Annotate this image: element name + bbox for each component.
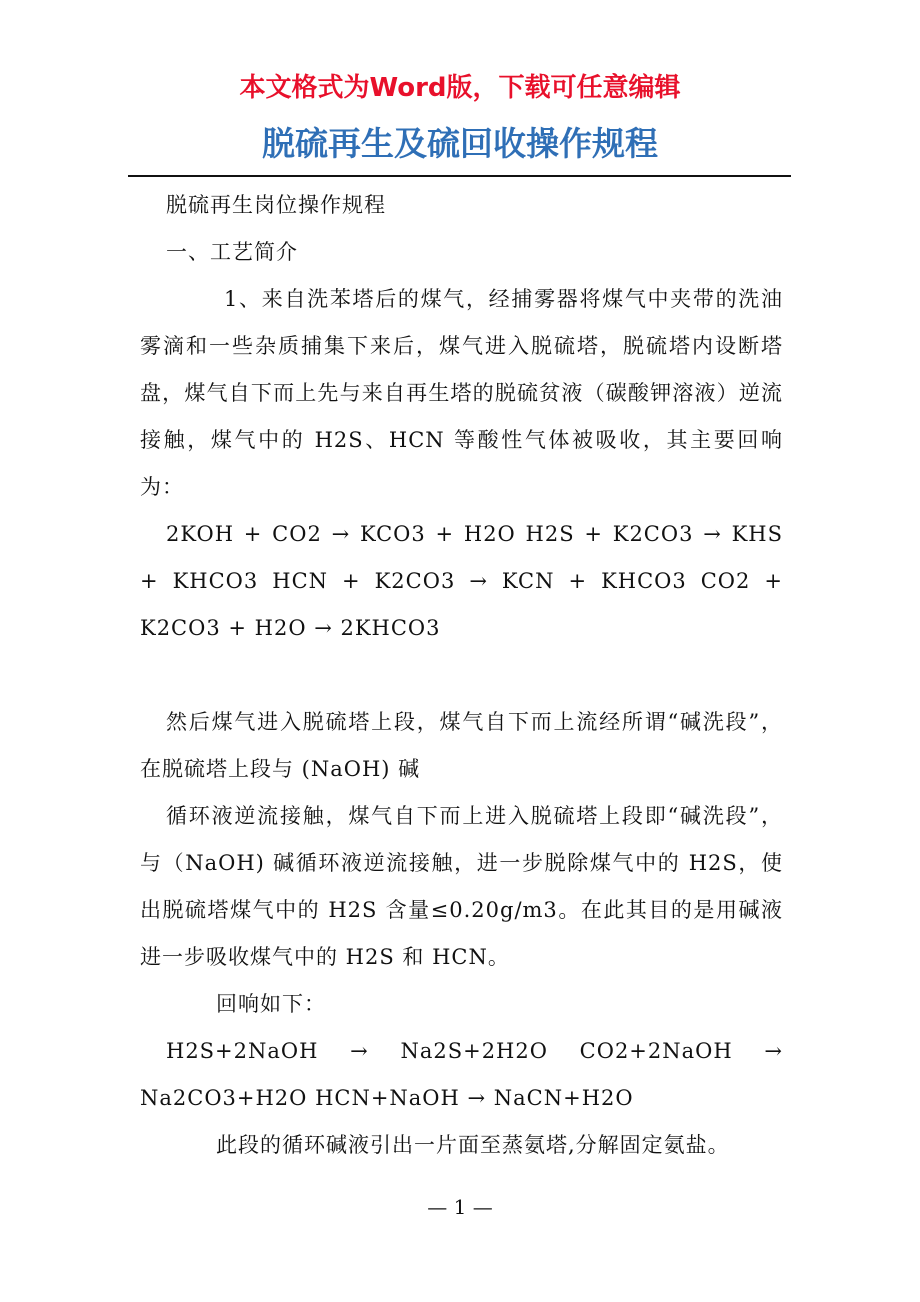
blank-line <box>140 652 783 699</box>
section-heading: 脱硫再生岗位操作规程 <box>166 193 386 217</box>
subsection-heading: 一、工艺简介 <box>166 240 298 264</box>
reaction-equations-1: 2KOH + CO2 → KCO3 + H2O H2S + K2CO3 → KHS + KHCO3 HCN + K2CO3 → KCN + KHCO3 CO2 + K2CO3 + H2O → 2KHCO3 <box>140 522 783 640</box>
paragraph-caustic-wash: 循环液逆流接触，煤气自下而上进入脱硫塔上段即“碱洗段”，与（NaOH) 碱循环液逆流接触，进一步脱除煤气中的 H2S，使出脱硫塔煤气中的 H2S 含量≤0.20g/m3。在此其目的是用碱液进一步吸收煤气中的 H2S 和 HCN。 <box>140 804 783 969</box>
page-number: — 1 — <box>427 1195 493 1219</box>
paragraph-upper-section: 然后煤气进入脱硫塔上段，煤气自下而上流经所谓“碱洗段”，在脱硫塔上段与 (NaOH) 碱 <box>140 710 783 781</box>
paragraph-intro: 1、来自洗苯塔后的煤气，经捕雾器将煤气中夹带的洗油雾滴和一些杂质捕集下来后，煤气进入脱硫塔，脱硫塔内设断塔盘，煤气自下而上先与来自再生塔的脱硫贫液（碳酸钾溶液）逆流接触，煤气中的 H2S、HCN 等酸性气体被吸收，其主要回响为： <box>140 287 783 499</box>
download-notice: 本文格式为Word版，下载可任意编辑 <box>239 73 681 103</box>
reaction-heading: 回响如下： <box>216 992 326 1016</box>
paragraph-circulating-lye: 此段的循环碱液引出一片面至蒸氨塔,分解固定氨盐。 <box>216 1133 730 1157</box>
title-divider <box>128 175 791 177</box>
document-body <box>140 182 783 1169</box>
reaction-equations-2: H2S+2NaOH → Na2S+2H2O CO2+2NaOH → Na2CO3+H2O HCN+NaOH → NaCN+H2O <box>140 1039 783 1110</box>
document-title: 脱硫再生及硫回收操作规程 <box>262 124 658 163</box>
